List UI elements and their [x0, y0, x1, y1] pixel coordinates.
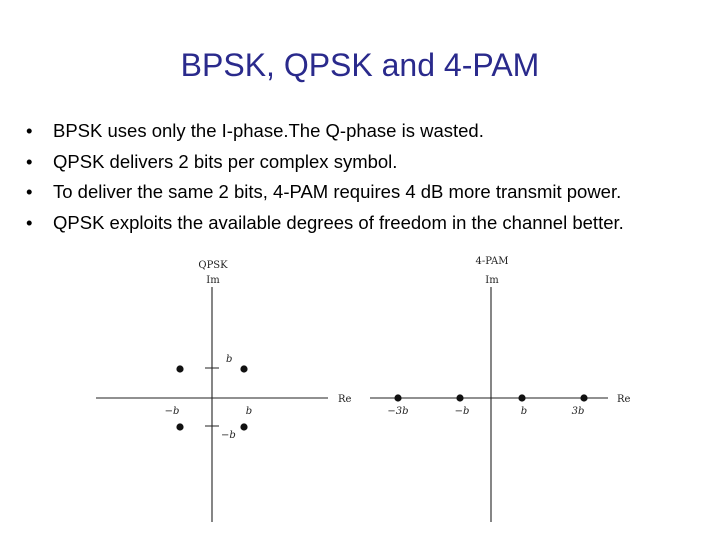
qpsk-constellation-point — [176, 365, 183, 372]
qpsk-title: QPSK — [198, 260, 228, 271]
qpsk-tick-label-neg-real: −b — [164, 406, 180, 417]
qpsk-constellation-point — [240, 423, 247, 430]
qpsk-re-label: Re — [338, 394, 352, 405]
pam4-title: 4-PAM — [475, 256, 509, 267]
qpsk-tick-label-pos-real: b — [245, 406, 253, 417]
pam4-tick-label: −3b — [387, 406, 409, 417]
pam4-re-label: Re — [617, 394, 631, 405]
pam4-constellation-point — [456, 394, 463, 401]
bullet-text: QPSK delivers 2 bits per complex symbol. — [53, 150, 398, 172]
bullet-glyph: • — [26, 150, 33, 172]
bullet-glyph: • — [26, 181, 33, 202]
pam4-diagram — [370, 256, 631, 522]
qpsk-tick-label-neg-imag: −b — [221, 430, 236, 441]
qpsk-constellation-point — [240, 365, 247, 372]
slide-title: BPSK, QPSK and 4-PAM — [180, 47, 540, 83]
pam4-tick-label: 3b — [571, 406, 585, 417]
pam4-tick-label: −b — [454, 406, 470, 417]
pam4-tick-label: b — [520, 406, 528, 417]
qpsk-im-label: Im — [206, 275, 220, 286]
pam4-constellation-point — [518, 394, 525, 401]
qpsk-constellation-point — [176, 423, 183, 430]
bullet-text: QPSK exploits the available degrees of freedom in the channel better. — [53, 211, 624, 233]
bullet-text: To deliver the same 2 bits, 4-PAM requires 4 dB more transmit power. — [53, 181, 622, 202]
qpsk-diagram — [96, 260, 352, 522]
pam4-constellation-point — [394, 394, 401, 401]
pam4-im-label: Im — [485, 275, 499, 286]
bullet-text: BPSK uses only the I-phase.The Q-phase is wasted. — [53, 120, 484, 141]
bullet-glyph: • — [26, 211, 33, 233]
bullet-glyph: • — [26, 120, 33, 141]
pam4-constellation-point — [580, 394, 587, 401]
qpsk-tick-label-pos-imag: b — [226, 354, 233, 365]
